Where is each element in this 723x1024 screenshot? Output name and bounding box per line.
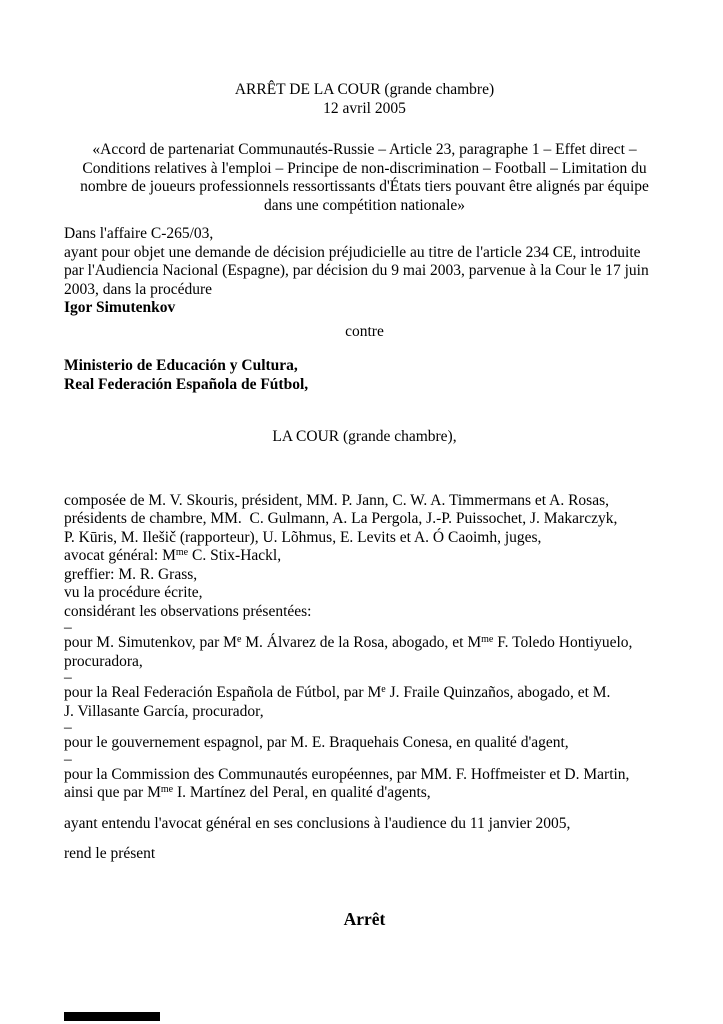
keywords-line: dans une compétition nationale» (263, 196, 465, 214)
keywords-line: Conditions relatives à l'emploi – Principe de non-discrimination – Football – Limitation du (82, 159, 647, 177)
keywords-block (64, 141, 665, 215)
applicant-name: Igor Simutenkov (64, 299, 176, 316)
case-line: 2003, dans la procédure (64, 280, 213, 298)
hearing-line: ayant entendu l'avocat général en ses conclusions à l'audience du 11 janvier 2005, (64, 814, 571, 832)
composition-line: composée de M. V. Skouris, président, MM. P. Jann, C. W. A. Timmermans et A. Rosas, (64, 491, 609, 509)
observation-line: pour le gouvernement espagnol, par M. E. Braquehais Conesa, en qualité d'agent, (64, 734, 569, 751)
keywords-line: nombre de joueurs professionnels ressortissants d'États tiers pouvant être alignés par équipe (80, 178, 649, 195)
composition-line: présidents de chambre, MM. C. Gulmann, A. La Pergola, J.-P. Puissochet, J. Makarczyk, (64, 510, 618, 527)
judgment-heading: Arrêt (343, 908, 386, 929)
case-line: par l'Audiencia Nacional (Espagne), par décision du 9 mai 2003, parvenue à la Cour le 17 juin (64, 262, 649, 279)
list-dash: – (64, 669, 72, 686)
observation-line: pour la Commission des Communautés européennes, par MM. F. Hoffmeister et D. Martin, (64, 765, 630, 783)
observation-line: pour M. Simutenkov, par Me M. Álvarez de la Rosa, abogado, et $M^{me}$ F. Toledo Hontiyuelo, (64, 634, 633, 651)
observation-line: J. Villasante García, procurador, (64, 702, 264, 720)
case-line: ayant pour objet une demande de décision préjudicielle au titre de l'article 234 CE, introduite (64, 243, 641, 261)
observations-block (64, 621, 665, 803)
list-dash: – (64, 719, 72, 736)
observation-line: ainsi que par $M^{me}$ I. Martínez del Peral, en qualité d'agents, (64, 784, 431, 801)
defendant-name: Real Federación Española de Fútbol, (64, 375, 309, 393)
composition-line: avocat général: $M^{me}$ C. Stix-Hackl, (64, 547, 282, 564)
case-line: Dans l'affaire C-265/03, (64, 225, 214, 242)
case-intro-block (64, 225, 665, 318)
document-title: ARRÊT DE LA COUR (grande chambre) (234, 81, 495, 98)
composition-line: P. Kūris, M. Ilešič (rapporteur), U. Lõhmus, E. Levits et A. Ó Caoimh, juges, (64, 528, 542, 546)
composition-line: considérant les observations présentées: (64, 602, 312, 620)
renders-line: rend le présent (64, 845, 156, 862)
versus-label: contre (345, 322, 384, 340)
composition-block (64, 492, 665, 622)
page-bottom-black-mark (64, 1012, 160, 1021)
composition-line: vu la procédure écrite, (64, 584, 203, 601)
list-dash: – (64, 750, 72, 768)
defendants-block (64, 357, 665, 394)
keywords-line: «Accord de partenariat Communautés-Russie – Article 23, paragraphe 1 – Effet direct – (92, 141, 637, 158)
court-heading: LA COUR (grande chambre), (272, 428, 457, 445)
observation-line: procuradora, (64, 652, 143, 670)
observation-line: pour la Real Federación Española de Fútbol, par Me J. Fraile Quinzaños, abogado, et M. (64, 684, 611, 701)
list-dash: – (64, 619, 72, 636)
document-content (64, 81, 665, 930)
composition-line: greffier: M. R. Grass, (64, 565, 198, 583)
defendant-name: Ministerio de Educación y Cultura, (64, 357, 298, 374)
document-date: 12 avril 2005 (323, 99, 406, 117)
